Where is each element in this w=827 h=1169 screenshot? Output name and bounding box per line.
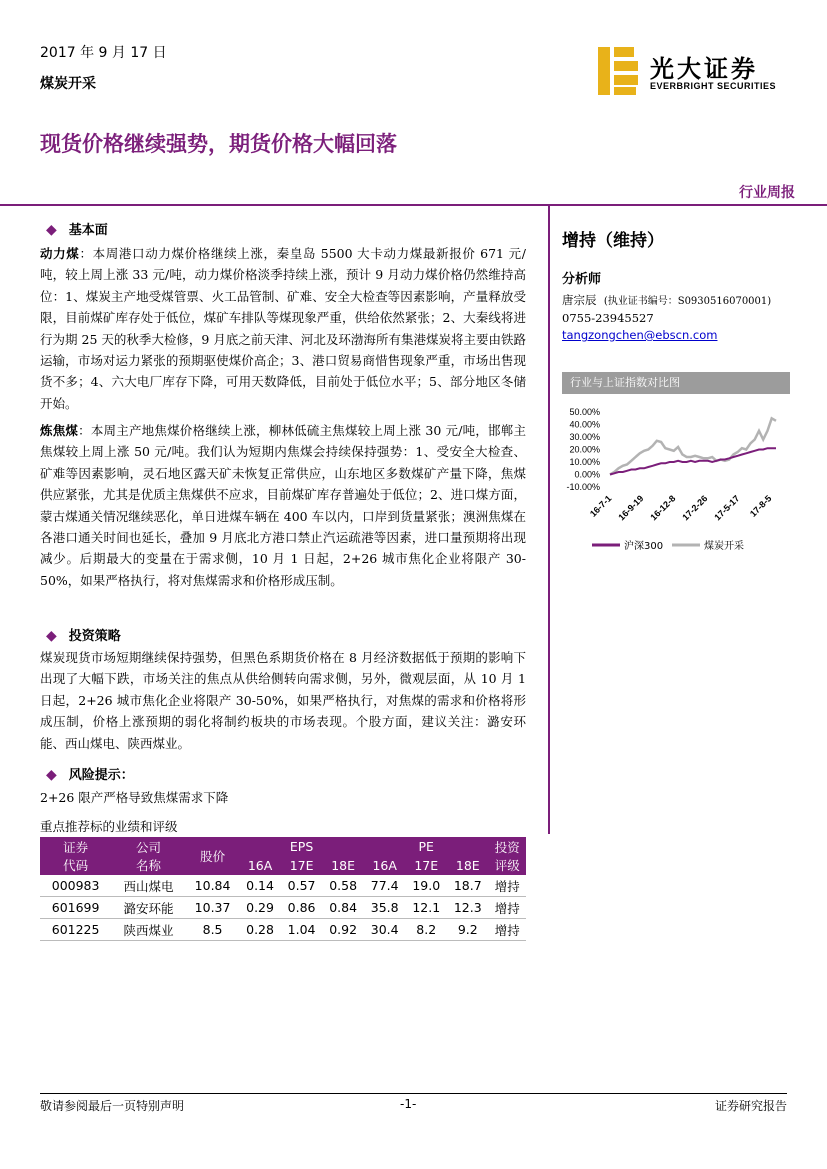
cell-price: 8.5 xyxy=(186,919,239,941)
y-tick-label: 20.00% xyxy=(569,444,600,455)
x-tick-label: 16-12-8 xyxy=(648,493,678,523)
y-tick-label: 10.00% xyxy=(569,457,600,467)
analyst-heading: 分析师 xyxy=(562,272,602,287)
header-rating: 投资 评级 xyxy=(489,837,526,875)
power-coal-label: 动力煤 xyxy=(40,246,80,261)
x-tick-label: 17-8-5 xyxy=(747,493,774,519)
header-code: 证券 代码 xyxy=(40,837,111,875)
legend-label: 沪深300 xyxy=(624,541,664,552)
report-title: 现货价格继续强势，期货价格大幅回落 xyxy=(40,132,397,156)
risk-paragraph: 2+26 限产严格导致焦煤需求下降 xyxy=(40,790,229,805)
diamond-bullet-icon: ◆ xyxy=(46,628,57,644)
cell-rating: 增持 xyxy=(489,919,526,941)
series-line-hs300 xyxy=(610,448,776,474)
cell-name: 陕西煤业 xyxy=(111,919,186,941)
coking-coal-label: 炼焦煤 xyxy=(40,423,79,438)
cell-price: 10.37 xyxy=(186,897,239,919)
header-divider xyxy=(0,204,827,206)
header-price: 股价 xyxy=(186,837,239,875)
cell-eps: 0.92 xyxy=(322,919,364,941)
cell-pe: 9.2 xyxy=(447,919,489,941)
x-tick-label: 16-7-1 xyxy=(587,493,614,519)
y-tick-label: -10.00% xyxy=(566,482,600,492)
power-coal-text: ：本周港口动力煤价格继续上涨，秦皇岛 5500 大卡动力煤最新报价 671 元/吨，较上周上涨 33 元/吨，动力煤价格淡季持续上涨，预计 9 月动力煤价格仍然维持高位：1、煤炭主产地受煤管票、火工品管制、矿难、安全大检查等因素影响，产量释放受限，目前煤矿库存处于低位，煤矿车排队等煤现象严重，供给依然紧张；2、大秦线将进行为期 25 天的秋季大检修，9 月底之前天津、河北及环渤海所有集港煤炭将主要由铁路运输，市场对运力紧张的预期驱使煤价高企；3、港口贸易商惜售现象严重，市场出售现货不多；4、六大电厂库存下降，可用天数降低，目前处于低位水平；5、部分地区冬储开始。 xyxy=(40,246,526,411)
report-date: 2017 年 9 月 17 日 xyxy=(40,45,167,61)
y-tick-label: 40.00% xyxy=(569,419,600,430)
header-name: 公司 名称 xyxy=(111,837,186,875)
logo-text-en: EVERBRIGHT SECURITIES xyxy=(650,81,777,91)
table-row xyxy=(40,897,526,919)
cell-code: 601225 xyxy=(40,919,111,941)
section-heading-strategy-text: 投资策略 xyxy=(68,629,121,644)
cell-name: 西山煤电 xyxy=(111,875,186,897)
header-pe-17e: 17E xyxy=(405,856,447,875)
cell-pe: 77.4 xyxy=(364,875,406,897)
y-tick-label: 30.00% xyxy=(569,432,600,442)
header-eps-17e: 17E xyxy=(281,856,323,875)
cell-eps: 0.29 xyxy=(239,897,281,919)
x-tick-label: 16-9-19 xyxy=(616,493,646,523)
legend-label: 煤炭开采 xyxy=(704,541,744,552)
cell-eps: 0.14 xyxy=(239,875,281,897)
sector-name: 煤炭开采 xyxy=(40,76,96,92)
cell-eps: 0.57 xyxy=(281,875,323,897)
cell-price: 10.84 xyxy=(186,875,239,897)
footer-divider xyxy=(40,1093,787,1094)
cell-pe: 8.2 xyxy=(405,919,447,941)
section-heading-basic xyxy=(46,219,108,238)
section-heading-strategy xyxy=(46,625,121,644)
coking-coal-text: ：本周主产地焦煤价格继续上涨，柳林低硫主焦煤较上周上涨 30 元/吨，邯郸主焦煤较上周上涨 50 元/吨。我们认为短期内焦煤会持续保持强势：1、受安全大检查、矿难等因素影响，灵石地区露天矿未恢复正常供应，山东地区多数煤矿产量下降，焦煤供应紧张，尤其是优质主焦煤供不应求，目前煤矿库存普遍处于低位；2、进口煤方面，蒙古煤通关情况继续恶化，单日进煤车辆在 400 车以内，口岸到货量紧张；澳洲焦煤在各港口通关时间也延长，叠加 9 月底北方港口禁止汽运疏港等因素，进口量预期将出现减少。后期最大的变量在于需求侧，10 月 1 日起，2+26 城市焦化企业将限产 30-50%，如果严格执行，将对焦煤需求和价格形成压制。 xyxy=(40,423,526,588)
analyst-phone: 0755-23945527 xyxy=(562,311,654,325)
cell-rating: 增持 xyxy=(489,875,526,897)
section-heading-risk-text: 风险提示： xyxy=(68,768,134,783)
footer-report-label: 证券研究报告 xyxy=(714,1099,787,1113)
analyst-email-link[interactable]: tangzongchen@ebscn.com xyxy=(562,328,718,342)
series-line-coal xyxy=(610,418,776,474)
section-heading-risk xyxy=(46,764,134,783)
cell-pe: 30.4 xyxy=(364,919,406,941)
cell-rating: 增持 xyxy=(489,897,526,919)
cell-eps: 0.28 xyxy=(239,919,281,941)
power-coal-paragraph xyxy=(40,243,526,414)
header-pe-16a: 16A xyxy=(364,856,406,875)
cell-eps: 1.04 xyxy=(281,919,323,941)
x-tick-label: 17-2-26 xyxy=(680,493,710,523)
table-title: 重点推荐标的业绩和评级 xyxy=(40,819,178,834)
chart-plot xyxy=(562,394,790,562)
table-row xyxy=(40,919,526,941)
diamond-bullet-icon: ◆ xyxy=(46,222,57,238)
logo-text-cn: 光大证券 xyxy=(650,54,758,83)
coking-coal-paragraph xyxy=(40,420,526,591)
y-tick-label: 0.00% xyxy=(574,469,600,480)
chart-title: 行业与上证指数对比图 xyxy=(562,372,790,394)
header-eps: EPS xyxy=(239,837,364,856)
cell-code: 601699 xyxy=(40,897,111,919)
comparison-chart xyxy=(562,372,790,562)
section-heading-basic-text: 基本面 xyxy=(68,223,108,238)
diamond-bullet-icon: ◆ xyxy=(46,767,57,783)
rating: 增持（维持） xyxy=(562,231,664,251)
cell-eps: 0.58 xyxy=(322,875,364,897)
analyst-cert: (执业证书编号：S0930516070001) xyxy=(603,296,772,307)
x-tick-label: 17-5-17 xyxy=(712,493,742,523)
cell-pe: 19.0 xyxy=(405,875,447,897)
cell-eps: 0.86 xyxy=(281,897,323,919)
cell-pe: 18.7 xyxy=(447,875,489,897)
page-number: -1- xyxy=(400,1097,417,1111)
column-divider xyxy=(548,206,550,834)
logo-mark-icon xyxy=(598,47,642,95)
y-tick-label: 50.00% xyxy=(569,407,600,417)
report-type: 行业周报 xyxy=(739,185,795,201)
cell-name: 潞安环能 xyxy=(111,897,186,919)
cell-eps: 0.84 xyxy=(322,897,364,919)
cell-pe: 12.3 xyxy=(447,897,489,919)
recommendation-table xyxy=(40,837,526,941)
analyst-info xyxy=(562,292,771,344)
header-pe: PE xyxy=(364,837,489,856)
header-eps-16a: 16A xyxy=(239,856,281,875)
header-eps-18e: 18E xyxy=(322,856,364,875)
footer-disclaimer: 敬请参阅最后一页特别声明 xyxy=(40,1099,185,1113)
cell-pe: 12.1 xyxy=(405,897,447,919)
table-row xyxy=(40,875,526,897)
header-pe-18e: 18E xyxy=(447,856,489,875)
everbright-logo xyxy=(598,45,798,95)
strategy-paragraph: 煤炭现货市场短期继续保持强势，但黑色系期货价格在 8 月经济数据低于预期的影响下出现了大幅下跌，市场关注的焦点从供给侧转向需求侧，另外，微观层面，从 10 月 1 日起，2+26 城市焦化企业将限产 30-50%，如果严格执行，对焦煤的需求和价格将形成压制，价格上涨预期的弱化将制约板块的市场表现。个股方面，建议关注：潞安环能、西山煤电、陕西煤业。 xyxy=(40,650,526,751)
cell-pe: 35.8 xyxy=(364,897,406,919)
cell-code: 000983 xyxy=(40,875,111,897)
analyst-name: 唐宗辰 xyxy=(562,293,597,307)
